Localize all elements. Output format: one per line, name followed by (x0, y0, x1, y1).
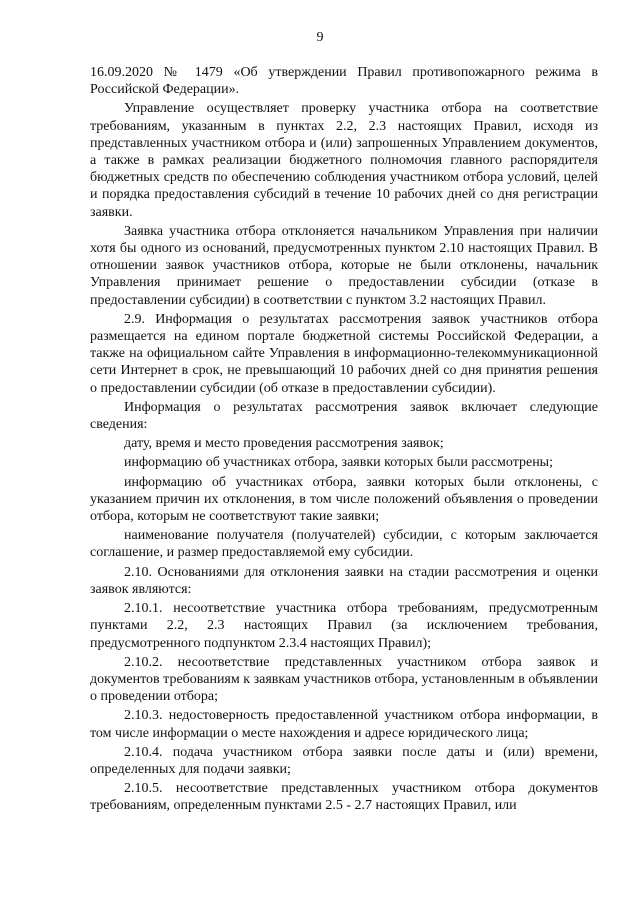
list-item: дату, время и место проведения рассмотрения заявок; (124, 436, 444, 452)
paragraph: 16.09.2020 № 1479 «Об утверждении Правил противопожарного режима в Российской Федерации». (90, 65, 598, 98)
page-number: 9 (316, 30, 324, 45)
paragraph: Управление осуществляет проверку участника отбора на соответствие требованиям, указанным в пунктах 2.2, 2.3 настоящих Правил, исходя из представленных участником отбора и (или) запрошенных Управлением документов, а также в рамках реализации бюджетного полномочия главного распорядителя бюджетных средств по обеспечению соблюдения участником отбора условий, целей и порядка предоставления субсидий в течение 10 рабочих дней со дня регистрации заявки. (90, 101, 598, 220)
subclause: 2.10.2. несоответствие представленных участником отбора заявок и документов требованиям к заявкам участников отбора, установленным в объявлении о проведении отбора; (90, 654, 598, 705)
subclause: 2.10.5. несоответствие представленных участником отбора документов требованиям, определенным пунктами 2.5 - 2.7 настоящих Правил, или (90, 781, 598, 814)
subclause: 2.10.4. подача участником отбора заявки после даты и (или) времени, определенных для подачи заявки; (90, 744, 598, 777)
paragraph: 2.9. Информация о результатах рассмотрения заявок участников отбора размещается на едином портале бюджетной системы Российской Федерации, а также на официальном сайте Управления в информационно-телекоммуникационной сети Интернет в срок, не превышающий 10 рабочих дней со дня принятия решения о предоставлении субсидии (об отказе в предоставлении субсидии). (90, 311, 598, 396)
subclause: 2.10.3. недостоверность предоставленной участником отбора информации, в том числе информации о месте нахождения и адресе юридического лица; (90, 708, 598, 741)
paragraph: Информация о результатах рассмотрения заявок включает следующие сведения: (90, 399, 598, 433)
list-item: информацию об участниках отбора, заявки которых были отклонены, с указанием причин их отклонения, в том числе положений объявления о проведении отбора, которым не соответствуют такие заявки; (90, 474, 598, 525)
list-item: информацию об участниках отбора, заявки которых были рассмотрены; (124, 455, 553, 471)
list-item: наименование получателя (получателей) субсидии, с которым заключается соглашение, и размер предоставляемой ему субсидии. (90, 528, 598, 561)
paragraph: 2.10. Основаниями для отклонения заявки на стадии рассмотрения и оценки заявок являются: (90, 564, 598, 597)
paragraph: Заявка участника отбора отклоняется начальником Управления при наличии хотя бы одного из оснований, предусмотренных пунктом 2.10 настоящих Правил. В отношении заявок участников отбора, которые не были отклонены, начальник Управления принимает решение о предоставлении субсидии (отказе в предоставлении субсидии) в соответствии с пунктом 3.2 настоящих Правил. (90, 223, 598, 308)
subclause: 2.10.1. несоответствие участника отбора требованиям, предусмотренным пунктами 2.2, 2.3 настоящих Правил (за исключением требования, предусмотренного подпунктом 2.3.4 настоящих Правил); (90, 601, 598, 651)
document-body (90, 64, 598, 817)
